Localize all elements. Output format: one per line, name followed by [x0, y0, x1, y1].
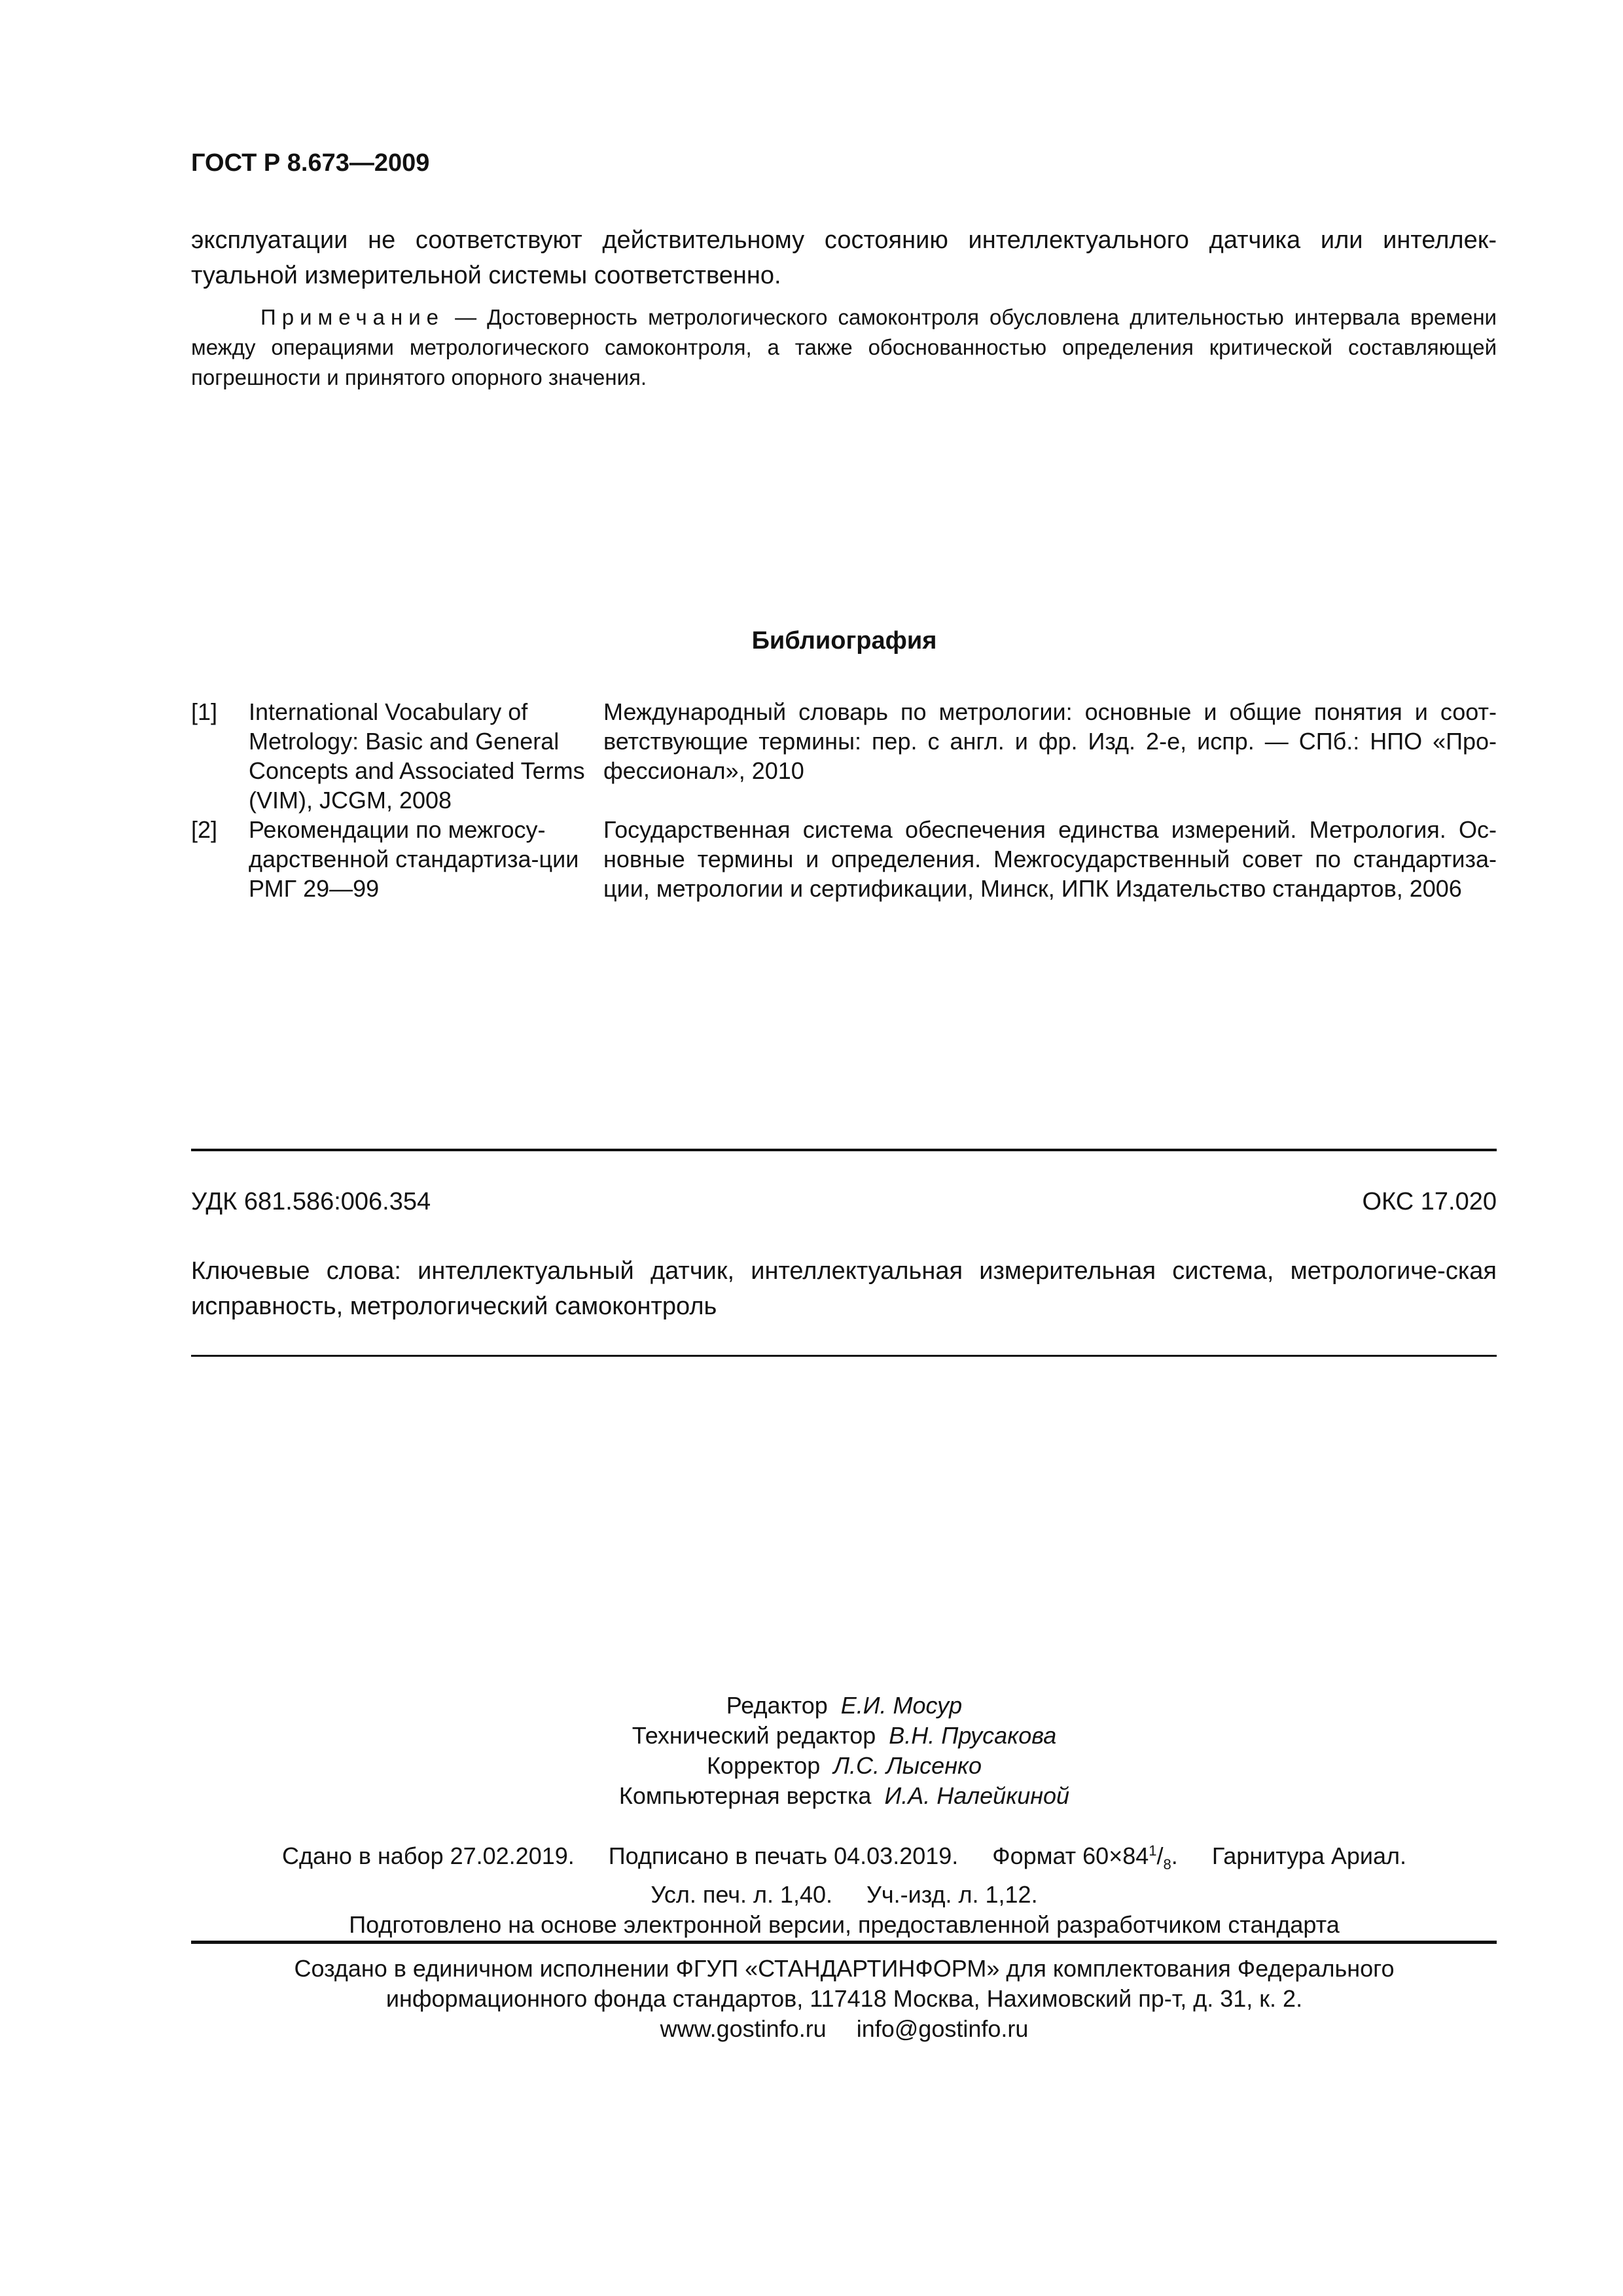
divider-bottom — [191, 1941, 1497, 1944]
bibliography-list — [191, 697, 1497, 903]
print-sheets: Усл. печ. л. 1,40. — [651, 1881, 833, 1909]
note-text: — Достоверность метрологического самоконтроля обусловлена длительностью интервала времени между операциями метрологического самоконтроля, а также обоснованностью определения критической составляющей погрешности и принятого опорного значения. — [191, 305, 1497, 389]
body-paragraph: эксплуатации не соответствуют действительному состоянию интеллектуального датчика или интеллек-туальной измерительной системы соответственно. — [191, 226, 1497, 289]
credit-role: Технический редактор — [632, 1722, 876, 1749]
publication-sheets: Уч.-изд. л. 1,12. — [866, 1881, 1038, 1909]
credit-line — [0, 1751, 1623, 1781]
credit-role: Корректор — [706, 1752, 821, 1779]
keywords: Ключевые слова: интеллектуальный датчик, интеллектуальная измерительная система, метрологиче-ская исправность, метрологический самоконтроль — [191, 1257, 1497, 1320]
credit-role: Компьютерная верстка — [618, 1782, 872, 1809]
entry-number: [1] — [191, 698, 218, 725]
entry-number: [2] — [191, 816, 218, 843]
created-line-1: Создано в единичном исполнении ФГУП «СТАНДАРТИНФОРМ» для комплектования Федерального — [294, 1955, 1395, 1982]
entry-source: International Vocabulary of Metrology: Basic and General Concepts and Associated Terms (VIM), JCGM, 2008 — [249, 698, 585, 814]
prepared-note: Подготовлено на основе электронной версии, предоставленной разработчиком стандарта — [349, 1911, 1340, 1939]
print-line-2 — [0, 1880, 1623, 1910]
website-link[interactable]: www.gostinfo.ru — [660, 2015, 827, 2042]
credit-name: Л.С. Лысенко — [833, 1752, 982, 1779]
submitted-date: Сдано в набор 27.02.2019. — [281, 1842, 575, 1869]
bibliography-title: Библиография — [751, 627, 937, 655]
credit-line — [0, 1721, 1623, 1751]
credit-name: Е.И. Мосур — [840, 1692, 963, 1719]
credit-name: В.Н. Прусакова — [889, 1722, 1057, 1749]
credit-line — [0, 1781, 1623, 1811]
divider-top — [191, 1149, 1497, 1151]
udk-code: УДК 681.586:006.354 — [191, 1188, 431, 1215]
typeface: Гарнитура Ариал. — [1211, 1842, 1407, 1869]
divider-keywords — [191, 1355, 1497, 1357]
note — [191, 302, 1497, 393]
print-line-1 — [0, 1836, 1623, 1880]
note-label: Примечание — [260, 305, 445, 329]
entry-translation: Международный словарь по метрологии: основные и общие понятия и соот-ветствующие термины: пер. с англ. и фр. Изд. 2-е, испр. — СПб.: НПО «Про-фессионал», 2010 — [603, 698, 1497, 784]
credit-name: И.А. Налейкиной — [884, 1782, 1070, 1809]
credits — [0, 1691, 1623, 1811]
entry-translation: Государственная система обеспечения единства измерений. Метрология. Ос-новные термины и определения. Межгосударственный совет по стандартиза-ции, метрологии и сертификации, Минск, ИПК Издательство стандартов, 2006 — [603, 816, 1497, 902]
oks-code: ОКС 17.020 — [1362, 1188, 1497, 1215]
email-link[interactable]: info@gostinfo.ru — [856, 2015, 1029, 2042]
bibliography-entry — [191, 815, 1497, 903]
created-line-2: информационного фонда стандартов, 117418 Москва, Нахимовский пр-т, д. 31, к. 2. — [385, 1985, 1303, 2012]
publisher-info — [0, 1954, 1623, 2044]
credit-role: Редактор — [726, 1692, 828, 1719]
signed-date: Подписано в печать 04.03.2019. — [608, 1842, 959, 1869]
credit-line — [0, 1691, 1623, 1721]
contacts — [0, 2014, 1623, 2044]
entry-source: Рекомендации по межгосу-дарственной стандартиза-ции РМГ 29—99 — [249, 816, 579, 902]
bibliography-entry — [191, 697, 1497, 815]
print-info — [0, 1836, 1623, 1940]
paper-format: Формат $60\times 84^1/_8$. — [992, 1842, 1178, 1873]
document-header: ГОСТ Р 8.673—2009 — [191, 149, 430, 177]
